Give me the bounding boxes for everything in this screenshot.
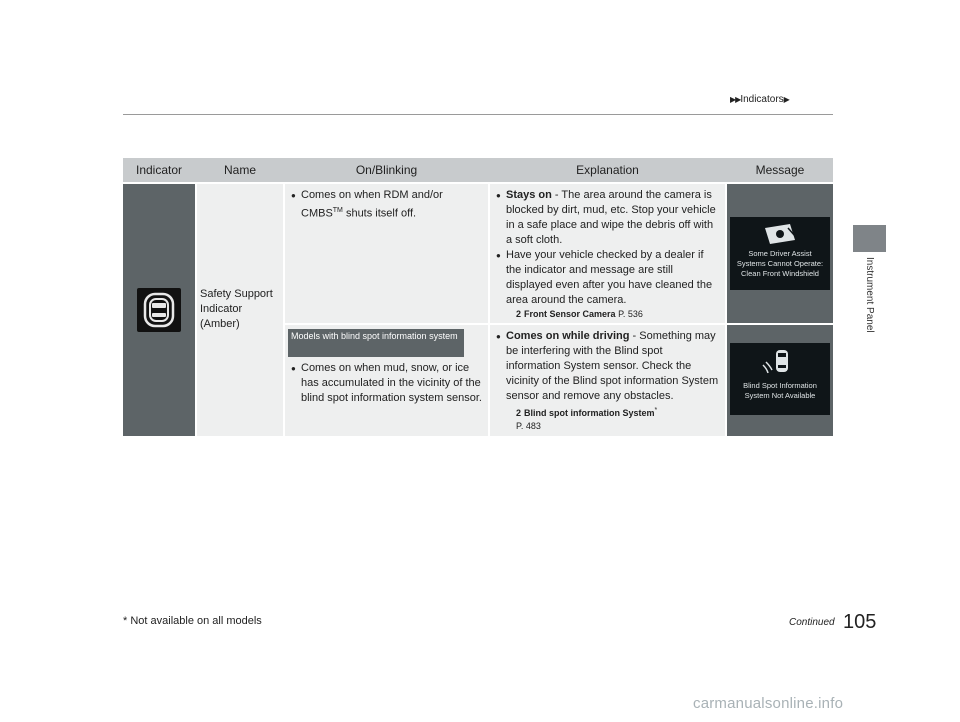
stays-on-item [496, 188, 719, 248]
header-rule [123, 114, 833, 115]
explanation-cell-2 [490, 325, 725, 436]
blind-spot-ref[interactable] [496, 404, 719, 433]
col-explanation: Explanation [576, 163, 639, 177]
seatbelt-vehicle-icon [137, 288, 181, 332]
breadcrumb [730, 94, 789, 105]
on-blinking-text-1 [291, 188, 482, 222]
comes-on-item [496, 329, 719, 404]
indicator-cell [123, 184, 195, 436]
indicator-name: Safety Support Indicator (Amber) [200, 288, 273, 330]
camera-icon [762, 222, 798, 246]
ref-page: P. 483 [516, 421, 541, 431]
ref-title: Front Sensor Camera [524, 309, 616, 319]
ref-page: P. 536 [618, 309, 643, 319]
message-1-line-2: Systems Cannot Operate: [736, 259, 824, 268]
col-name: Name [223, 163, 256, 177]
name-cell [197, 184, 283, 436]
message-1-line-3: Clean Front Windshield [741, 269, 819, 278]
section-tab [853, 225, 886, 252]
ref-arrow-icon: 2 [516, 309, 522, 319]
message-2-line-2: System Not Available [744, 391, 816, 400]
message-screen-1 [730, 217, 830, 290]
footnote: * Not available on all models [123, 615, 262, 627]
message-screen-2 [730, 343, 830, 415]
on-blinking-cell-1 [285, 184, 488, 323]
comes-on-desc: - Something may be interfering with the Blind spot information System sensor. Check the vicinity of the Blind spot information System sensor and remove any obstacles. [506, 330, 719, 402]
ref-mark: * [654, 407, 658, 414]
stays-on-label: Stays on [506, 189, 552, 201]
stays-on-desc: - The area around the camera is blocked by dirt, mud, etc. Stop your vehicle in a safe place and wipe the debris off with a soft cloth. [506, 189, 716, 246]
ref-arrow-icon: 2 [516, 408, 522, 418]
message-1-line-1: Some Driver Assist [748, 249, 812, 258]
breadcrumb-trail-arrow: ▶ [783, 95, 789, 104]
ref-title: Blind spot information System [524, 408, 655, 418]
tm-mark: TM [332, 207, 343, 214]
message-cell-1 [727, 184, 833, 323]
breadcrumb-label: Indicators [740, 94, 784, 105]
on-blinking-post: shuts itself off. [342, 207, 417, 220]
watermark: carmanualsonline.info [693, 695, 844, 712]
page-number: 105 [843, 611, 877, 633]
message-2-line-1: Blind Spot Information [743, 381, 817, 390]
on-blinking-cell-2 [285, 325, 488, 436]
col-indicator: Indicator [135, 163, 183, 177]
breadcrumb-arrows: ▶▶ [730, 95, 741, 104]
col-on-blinking: On/Blinking [355, 163, 418, 177]
explanation-cell-1 [490, 184, 725, 323]
model-tag: Models with blind spot information system [288, 329, 464, 357]
front-sensor-ref[interactable] [496, 308, 719, 321]
check-dealer-item: ● Have your vehicle checked by a dealer if the indicator and message are still displayed even after you have cleaned the area around the camera. [496, 248, 719, 308]
table-header [123, 158, 833, 182]
message-cell-2 [727, 325, 833, 436]
col-message: Message [755, 163, 805, 177]
on-blinking-text-2: ● Comes on when mud, snow, or ice has accumulated in the vicinity of the blind spot information system sensor. [291, 361, 489, 406]
on-blinking-pre: Comes on when RDM and/or CMBS [301, 189, 443, 220]
section-label: Instrument Panel [864, 257, 875, 333]
comes-on-label: Comes on while driving [506, 330, 630, 342]
continued-label: Continued [789, 617, 835, 628]
blind-spot-car-icon [760, 348, 800, 378]
